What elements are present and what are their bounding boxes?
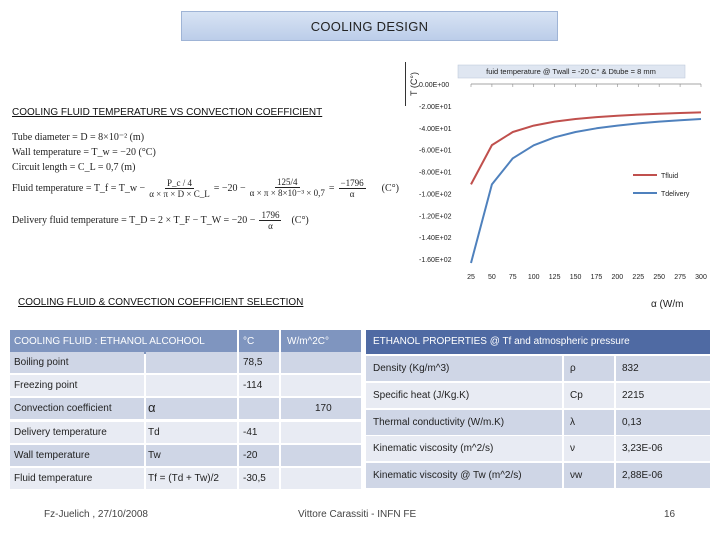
fluid-row-label: Convection coefficient	[14, 403, 112, 414]
fluid-lhs: Fluid temperature = T_f = T_w −	[12, 182, 146, 194]
fluid-row-label: Freezing point	[14, 380, 78, 391]
chart-x-tick-label: 175	[590, 274, 603, 281]
properties-table	[366, 330, 710, 490]
formula-tube-diameter: Tube diameter = D = 8×10⁻² (m)	[12, 132, 145, 143]
fluid-mid: = −20 −	[213, 182, 246, 194]
property-symbol: ν	[570, 443, 575, 454]
property-value: 832	[622, 363, 639, 374]
fluid-fraction-3-num: −1796	[340, 177, 364, 188]
chart-y-tick-label: -1.60E+02	[419, 257, 452, 264]
fluid-row-symbol: Td	[148, 427, 160, 438]
fluid-fraction-1-den: α × π × D × C_L	[149, 188, 210, 199]
property-symbol: Cp	[570, 390, 583, 401]
slide-title: COOLING DESIGN	[310, 18, 429, 34]
fluid-table-cell-bg	[146, 375, 237, 396]
fluid-row-symbol: α	[148, 400, 156, 415]
chart-y-tick-label: -8.00E+01	[419, 169, 452, 177]
property-value: 0,13	[622, 417, 642, 428]
footer-author: Vittore Carassiti - INFN FE	[298, 509, 417, 520]
chart-x-tick-label: 250	[653, 274, 666, 281]
fluid-table	[10, 330, 360, 490]
chart-y-tick-label: 0.00E+00	[419, 82, 450, 89]
fluid-row-symbol: Tf = (Td + Tw)/2	[148, 473, 219, 484]
fluid-fraction-3	[339, 178, 366, 199]
fluid-fraction-2-num: 125/4	[277, 177, 298, 187]
fluid-table-cell-bg	[146, 398, 237, 419]
fluid-row-label: Boiling point	[14, 357, 69, 368]
chart-y-tick-label: -1.40E+02	[419, 235, 452, 243]
temperature-chart	[405, 62, 708, 284]
chart-y-tick-label: -1.00E+02	[419, 191, 452, 199]
chart-x-tick-label: 25	[467, 274, 475, 281]
formula-fluid-temperature	[12, 174, 399, 202]
fluid-row-value: 78,5	[243, 357, 263, 368]
chart-y-axis-label: T (C°)	[409, 72, 419, 96]
formula-delivery-temperature	[12, 206, 309, 234]
fluid-fraction-1-num: P_c / 4	[166, 177, 192, 188]
chart-x-tick-label: 225	[632, 274, 645, 281]
fluid-row-extra: 170	[315, 403, 332, 414]
delivery-fraction	[259, 210, 281, 231]
chart-x-tick-label: 50	[488, 274, 496, 281]
chart-x-tick-label: 100	[527, 274, 540, 281]
property-value: 3,23E-06	[622, 443, 663, 454]
chart-x-tick-label: 150	[569, 274, 582, 281]
legend-label-tdelivery: Tdelivery	[661, 191, 690, 198]
property-symbol: λ	[570, 417, 575, 428]
formula-circuit-length: Circuit length = C_L = 0,7 (m)	[12, 162, 136, 173]
property-symbol: νw	[570, 470, 583, 481]
property-value: 2215	[622, 390, 645, 401]
fluid-row-value: -30,5	[243, 473, 266, 484]
fluid-row-symbol: Tw	[148, 450, 161, 461]
chart-y-tick-label: -1.20E+02	[419, 213, 452, 221]
properties-table-title: ETHANOL PROPERTIES @ Tf and atmospheric pressure	[373, 336, 630, 347]
fluid-table-cell-bg	[281, 468, 361, 489]
chart-y-tick-label: -4.00E+01	[419, 125, 452, 133]
fluid-table-unit-c: °C	[243, 336, 255, 347]
fluid-row-label: Fluid temperature	[14, 473, 93, 484]
fluid-table-title: COOLING FLUID : ETHANOL ALCOHOOL	[14, 336, 205, 347]
chart-x-tick-label: 200	[611, 274, 624, 281]
fluid-fraction-3-den: α	[349, 188, 355, 199]
chart-x-tick-label: 300	[695, 274, 707, 281]
fluid-row-label: Delivery temperature	[14, 427, 107, 438]
fluid-row-value: -20	[243, 450, 258, 461]
formula-wall-temperature: Wall temperature = T_w = −20 (°C)	[12, 147, 156, 158]
chart-x-tick-label: 75	[508, 274, 517, 281]
fluid-fraction-2-den: α × π × 8×10⁻³ × 0,7	[249, 188, 325, 198]
fluid-table-cell-bg	[281, 422, 361, 443]
fluid-row-value: -41	[243, 427, 258, 438]
chart-title: fuid temperature @ Twall = -20 C° & Dtube = 8 mm	[486, 67, 656, 76]
chart-svg	[405, 62, 708, 284]
chart-x-axis-label: α (W/m	[651, 299, 684, 310]
property-label: Thermal conductivity (W/m.K)	[373, 417, 505, 428]
fluid-table-cell-bg	[281, 352, 361, 373]
chart-x-tick-label: 275	[674, 274, 686, 281]
footer-date: Fz-Juelich , 27/10/2008	[44, 509, 148, 520]
property-label: Density (Kg/m^3)	[373, 363, 450, 374]
fluid-unit: (C°)	[381, 182, 399, 194]
page-number: 16	[664, 509, 676, 520]
property-value: 2,88E-06	[622, 470, 663, 481]
fluid-table-cell-bg	[239, 398, 279, 419]
fluid-fraction-1	[149, 178, 210, 199]
fluid-table-unit-w: W/m^2C°	[287, 336, 330, 347]
property-label: Kinematic viscosity (m^2/s)	[373, 443, 494, 454]
delivery-lhs: Delivery fluid temperature = T_D = 2 × T_F − T_W = −20 −	[12, 214, 256, 226]
delivery-fraction-den: α	[268, 220, 273, 231]
fluid-table-cell-bg	[146, 352, 237, 373]
delivery-fraction-num: 1796	[261, 209, 280, 220]
fluid-table-cell-bg	[281, 375, 361, 396]
fluid-row-label: Wall temperature	[14, 450, 90, 461]
legend-label-tfluid: Tfluid	[661, 173, 679, 180]
chart-y-tick-label: -2.00E+01	[419, 103, 452, 111]
delivery-unit: (C°)	[291, 214, 309, 226]
section-heading-selection: COOLING FLUID & CONVECTION COEFFICIENT SELECTION	[18, 297, 304, 308]
fluid-row-value: -114	[243, 380, 263, 391]
fluid-fraction-2	[250, 177, 325, 199]
property-symbol: ρ	[570, 363, 576, 374]
property-label: Kinematic viscosity @ Tw (m^2/s)	[373, 470, 522, 481]
property-label: Specific heat (J/Kg.K)	[373, 390, 470, 401]
fluid-eq: =	[328, 182, 335, 194]
fluid-table-cell-bg	[281, 445, 361, 466]
chart-y-tick-label: -6.00E+01	[419, 147, 452, 155]
slide-title-box	[181, 11, 558, 41]
section-heading-temperature: COOLING FLUID TEMPERATURE VS CONVECTION COEFFICIENT	[12, 107, 323, 118]
chart-x-tick-label: 125	[548, 274, 561, 281]
